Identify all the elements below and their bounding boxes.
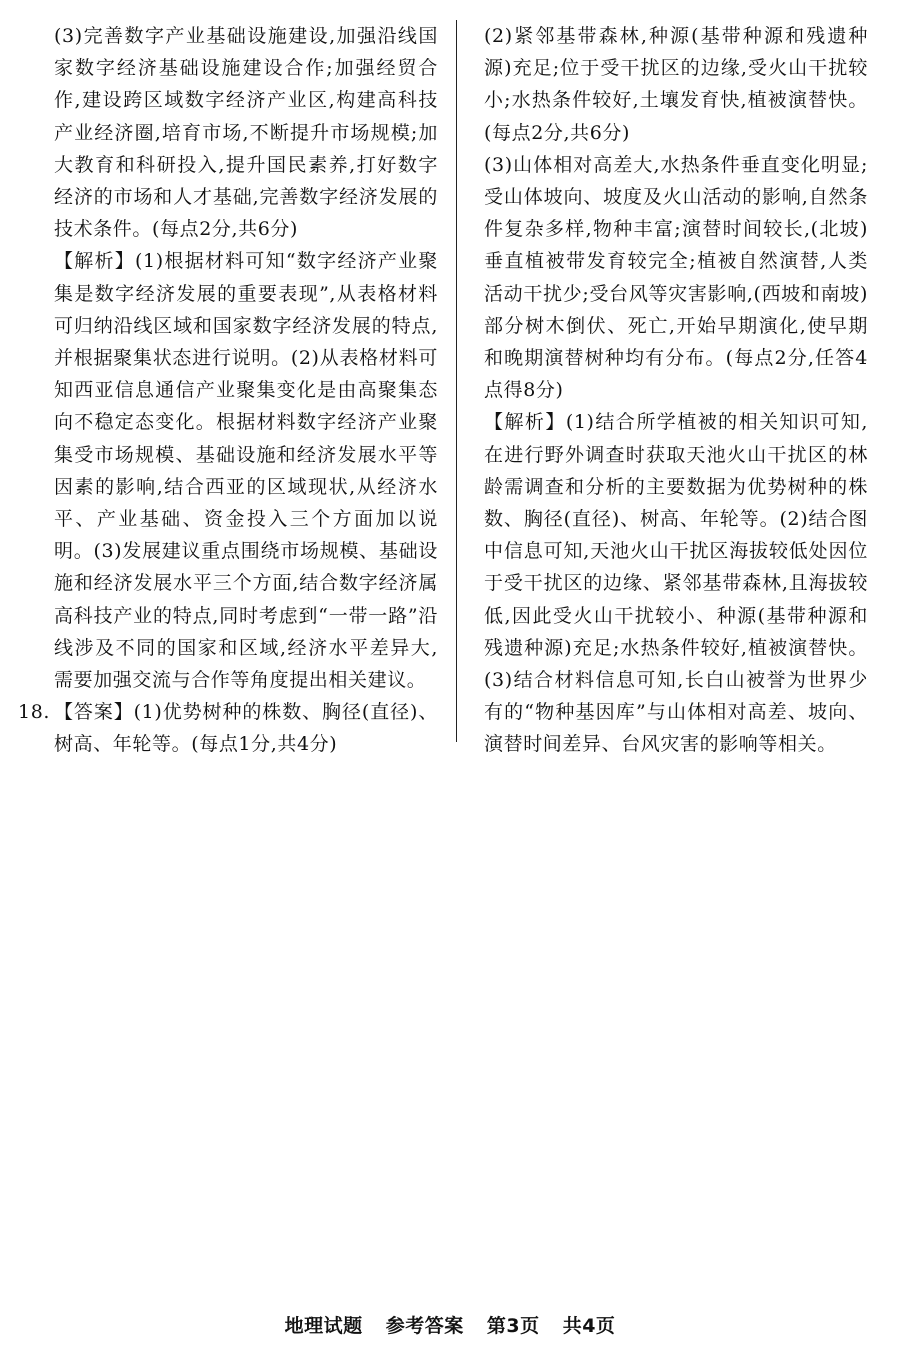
question-18-answer: 【答案】(1)优势树种的株数、胸径(直径)、树高、年轮等。(每点1分,共4分) — [54, 701, 438, 756]
question-number: 18. — [18, 701, 51, 724]
right-answer-part2: (2)紧邻基带森林,种源(基带种源和残遗种源)充足;位于受干扰区的边缘,受火山干扰较小;水热条件较好,土壤发育快,植被演替快。(每点2分,共6分) — [484, 25, 868, 144]
page-footer — [0, 1311, 900, 1338]
footer-total: 共4页 — [562, 1315, 616, 1337]
question-18 — [18, 696, 438, 760]
left-answer-paragraph: (3)完善数字产业基础设施建设,加强沿线国家数字经济基础设施建设合作;加强经贸合作,建设跨区域数字经济产业区,构建高科技产业经济圈,培育市场,不断提升市场规模;加大教育和科研投入,提升国民素养,打好数字经济的市场和人才基础,完善数字经济发展的技术条件。(每点2分,共6分) — [54, 25, 438, 241]
right-column — [484, 20, 868, 761]
right-answer-part3: (3)山体相对高差大,水热条件垂直变化明显;受山体坡向、坡度及火山活动的影响,自然条件复杂多样,物种丰富;演替时间较长,(北坡)垂直植被带发育较完全;植被自然演替,人类活动干扰少;受台风等灾害影响,(西坡和南坡)部分树木倒伏、死亡,开始早期演化,使早期和晚期演替树种均有分布。(每点2分,任答4点得8分) — [484, 153, 868, 402]
left-column — [18, 20, 438, 761]
footer-section: 参考答案 — [385, 1315, 464, 1337]
left-analysis-paragraph: 【解析】(1)根据材料可知“数字经济产业聚集是数字经济发展的重要表现”,从表格材料可归纳沿线区域和国家数字经济发展的特点,并根据聚集状态进行说明。(2)从表格材料可知西亚信息通信产业聚集变化是由高聚集态向不稳定态变化。根据材料数字经济产业聚集受市场规模、基础设施和经济发展水平等因素的影响,结合西亚的区域现状,从经济水平、产业基础、资金投入三个方面加以说明。(3)发展建议重点围绕市场规模、基础设施和经济发展水平三个方面,结合数字经济属高科技产业的特点,同时考虑到“一带一路”沿线涉及不同的国家和区域,经济水平差异大,需要加强交流与合作等角度提出相关建议。 — [54, 250, 438, 692]
footer-page: 第3页 — [486, 1315, 540, 1337]
column-divider — [456, 20, 457, 742]
footer-subject: 地理试题 — [284, 1315, 363, 1337]
right-analysis-paragraph: 【解析】(1)结合所学植被的相关知识可知,在进行野外调查时获取天池火山干扰区的林龄需调查和分析的主要数据为优势树种的株数、胸径(直径)、树高、年轮等。(2)结合图中信息可知,天池火山干扰区海拔较低处因位于受干扰区的边缘、紧邻基带森林,且海拔较低,因此受火山干扰较小、种源(基带种源和残遗种源)充足;水热条件较好,植被演替快。(3)结合材料信息可知,长白山被誉为世界少有的“物种基因库”与山体相对高差、坡向、演替时间差异、台风灾害的影响等相关。 — [484, 411, 868, 756]
